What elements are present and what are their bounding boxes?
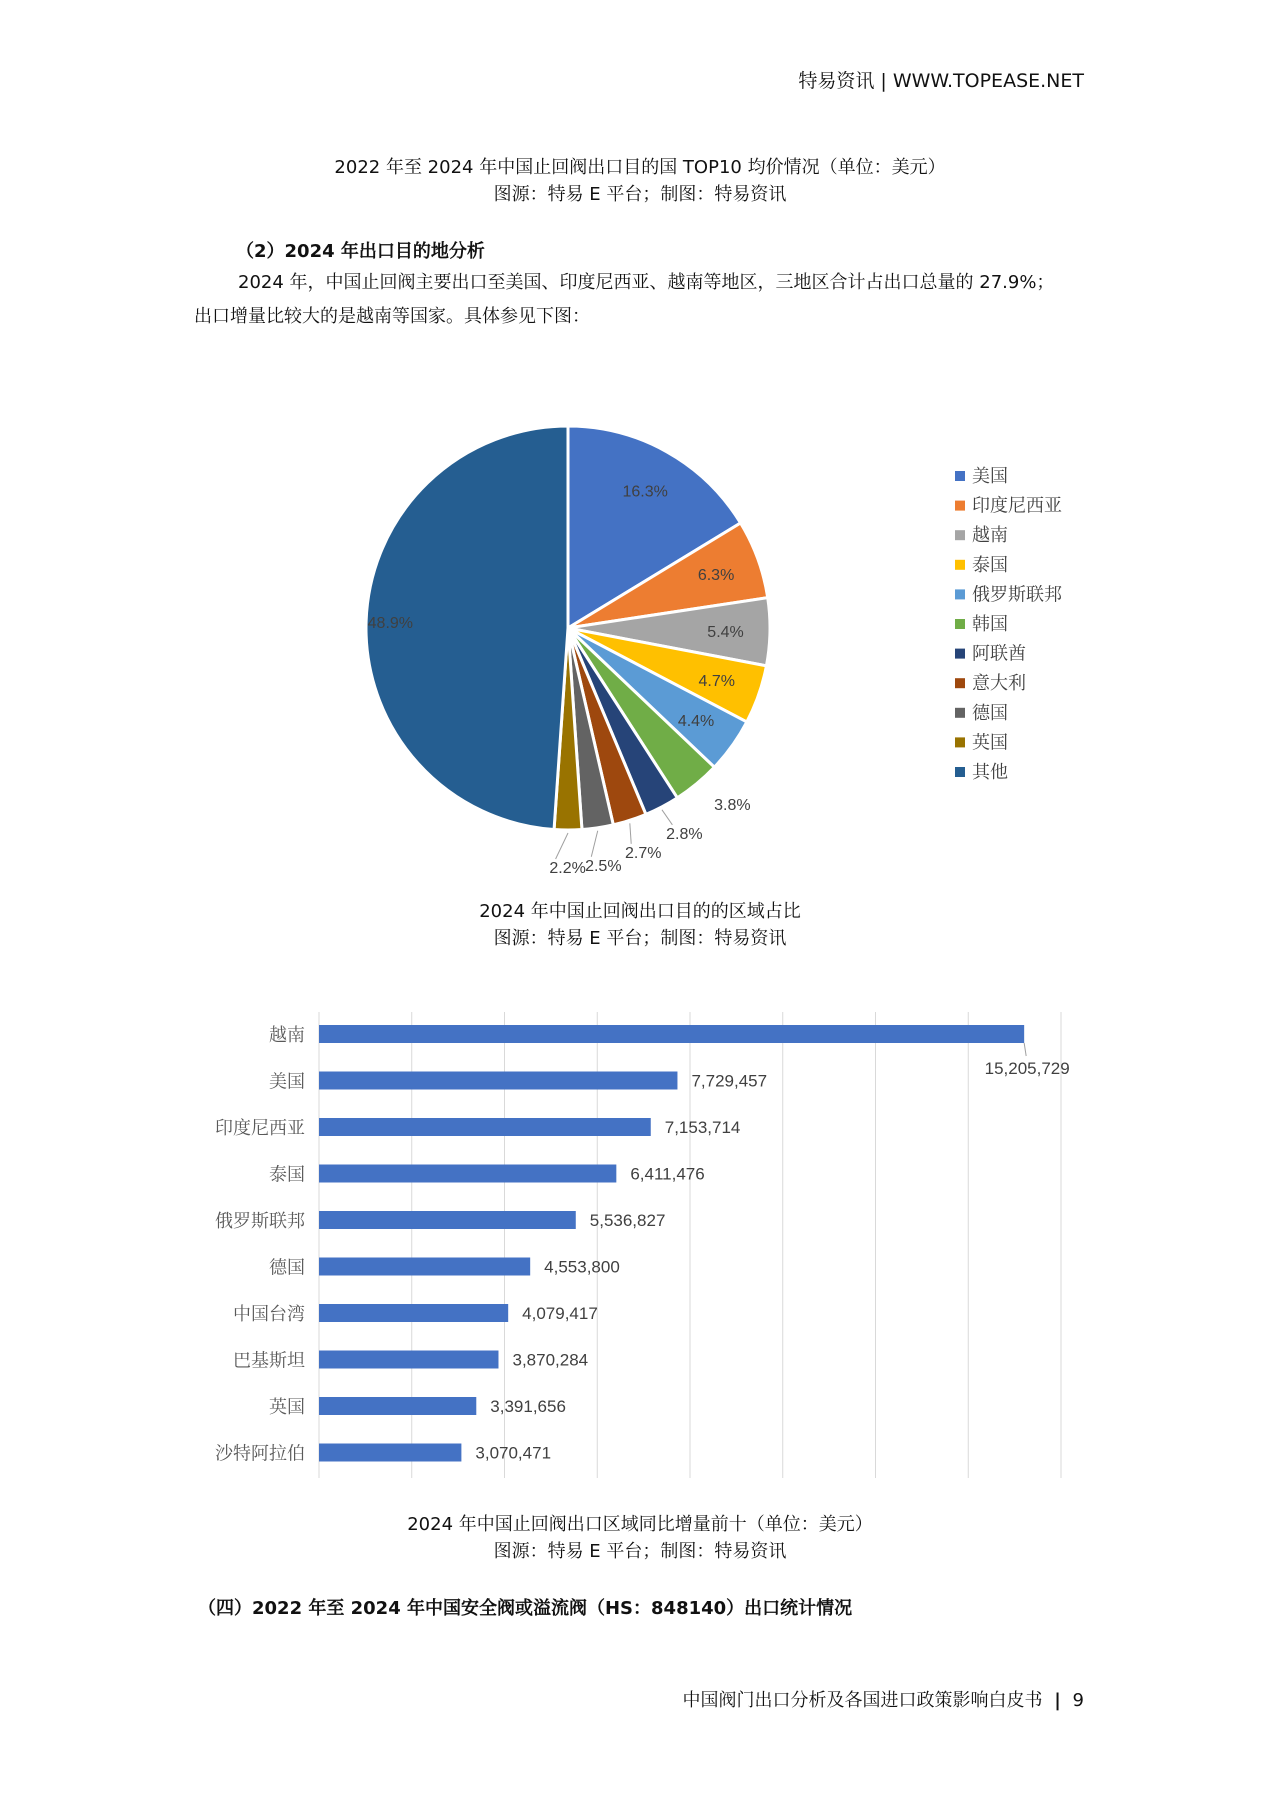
- bar-chart-source: 图源：特易 E 平台；制图：特易资讯: [493, 1541, 787, 1562]
- pie-data-label: 2.2%: [549, 860, 586, 877]
- header-brand: 特易资讯 | WWW.TOPEASE.NET: [798, 70, 1084, 92]
- bar-data-label: 7,153,714: [664, 1118, 741, 1137]
- bar-chart: [0, 1000, 1280, 1490]
- pie-data-label: 2.8%: [666, 825, 703, 843]
- legend-swatch: [955, 737, 965, 747]
- pie-data-label: 4.7%: [698, 672, 735, 690]
- footer: [683, 1686, 1085, 1712]
- legend-swatch: [955, 589, 965, 599]
- bar: [319, 1118, 651, 1136]
- pie-data-label: 3.8%: [714, 797, 751, 815]
- leader-line: [591, 831, 597, 857]
- legend-label: 意大利: [972, 673, 1026, 694]
- category-label: 美国: [269, 1071, 305, 1092]
- legend-swatch: [955, 560, 965, 570]
- bar-data-label: 4,079,417: [522, 1304, 598, 1323]
- category-label: 越南: [269, 1025, 305, 1045]
- pie-chart-title: 2024 年中国止回阀出口目的的区域占比: [479, 901, 801, 922]
- paragraph-line-2: 出口增量比较大的是越南等国家。具体参见下图：: [194, 306, 590, 327]
- section-heading: （2）2024 年出口目的地分析: [236, 241, 485, 262]
- legend-label: 越南: [972, 525, 1008, 546]
- prev-chart-source: 图源：特易 E 平台；制图：特易资讯: [493, 184, 787, 205]
- legend-swatch: [955, 767, 965, 777]
- pie-data-label: 16.3%: [622, 483, 668, 501]
- legend-label: 印度尼西亚: [972, 495, 1062, 516]
- bar: [319, 1025, 1024, 1043]
- legend-label: 韩国: [972, 614, 1008, 634]
- paragraph-line-1: 2024 年，中国止回阀主要出口至美国、印度尼西亚、越南等地区，三地区合计占出口总量的 27.9%；: [238, 272, 1055, 293]
- pie-data-label: 2.5%: [585, 857, 622, 875]
- pie-chart: [0, 380, 1280, 880]
- category-label: 德国: [269, 1257, 305, 1278]
- leader-line: [1024, 1043, 1026, 1056]
- bar-data-label: 3,870,284: [512, 1350, 589, 1370]
- legend-swatch: [955, 530, 965, 540]
- legend-swatch: [955, 678, 965, 688]
- category-label: 巴基斯坦: [233, 1350, 305, 1371]
- bar-data-label: 7,729,457: [691, 1071, 768, 1091]
- legend-swatch: [955, 501, 965, 511]
- legend-swatch: [955, 619, 965, 629]
- bar: [319, 1444, 461, 1462]
- page-number: 9: [1072, 1690, 1084, 1711]
- next-section-heading: （四）2022 年至 2024 年中国安全阀或溢流阀（HS：848140）出口统计情况: [198, 1598, 853, 1619]
- pie-data-label: 5.4%: [707, 623, 744, 641]
- bar-data-label: 15,205,729: [984, 1059, 1070, 1078]
- bar-data-label: 6,411,476: [630, 1164, 705, 1184]
- category-label: 泰国: [269, 1164, 305, 1185]
- category-label: 英国: [269, 1397, 305, 1417]
- legend-label: 德国: [972, 702, 1008, 723]
- legend-swatch: [955, 708, 965, 718]
- category-label: 中国台湾: [233, 1304, 305, 1324]
- legend-label: 俄罗斯联邦: [972, 584, 1062, 605]
- pie-data-label: 48.9%: [367, 614, 414, 632]
- legend-label: 其他: [972, 762, 1008, 782]
- footer-title: 中国阀门出口分析及各国进口政策影响白皮书: [682, 1690, 1043, 1711]
- bar: [319, 1211, 576, 1229]
- category-label: 沙特阿拉伯: [215, 1443, 305, 1464]
- bar-data-label: 3,391,656: [490, 1397, 566, 1416]
- leader-line: [662, 810, 672, 825]
- legend-label: 泰国: [972, 554, 1008, 575]
- bar-data-label: 5,536,827: [589, 1211, 666, 1230]
- bar: [319, 1165, 616, 1183]
- bar: [319, 1304, 508, 1322]
- bar: [319, 1072, 677, 1090]
- footer-separator: |: [1054, 1690, 1061, 1711]
- bar: [319, 1351, 498, 1369]
- prev-chart-title: 2022 年至 2024 年中国止回阀出口目的国 TOP10 均价情况（单位：美元）: [334, 157, 946, 178]
- legend-label: 英国: [972, 732, 1008, 753]
- pie-data-label: 4.4%: [677, 712, 715, 730]
- bar-data-label: 3,070,471: [475, 1443, 552, 1463]
- bar-data-label: 4,553,800: [544, 1257, 620, 1277]
- bar: [319, 1397, 476, 1415]
- category-label: 印度尼西亚: [215, 1118, 305, 1138]
- bar: [319, 1258, 530, 1276]
- leader-line: [630, 823, 631, 844]
- pie-data-label: 2.7%: [624, 844, 662, 862]
- category-label: 俄罗斯联邦: [215, 1211, 305, 1231]
- legend-swatch: [955, 471, 965, 481]
- pie-data-label: 6.3%: [697, 567, 735, 585]
- pie-chart-source: 图源：特易 E 平台；制图：特易资讯: [493, 928, 787, 949]
- legend-label: 阿联酋: [972, 643, 1026, 664]
- leader-line: [556, 833, 568, 859]
- legend-swatch: [955, 649, 965, 659]
- legend-label: 美国: [972, 466, 1008, 486]
- bar-chart-title: 2024 年中国止回阀出口区域同比增量前十（单位：美元）: [407, 1514, 873, 1535]
